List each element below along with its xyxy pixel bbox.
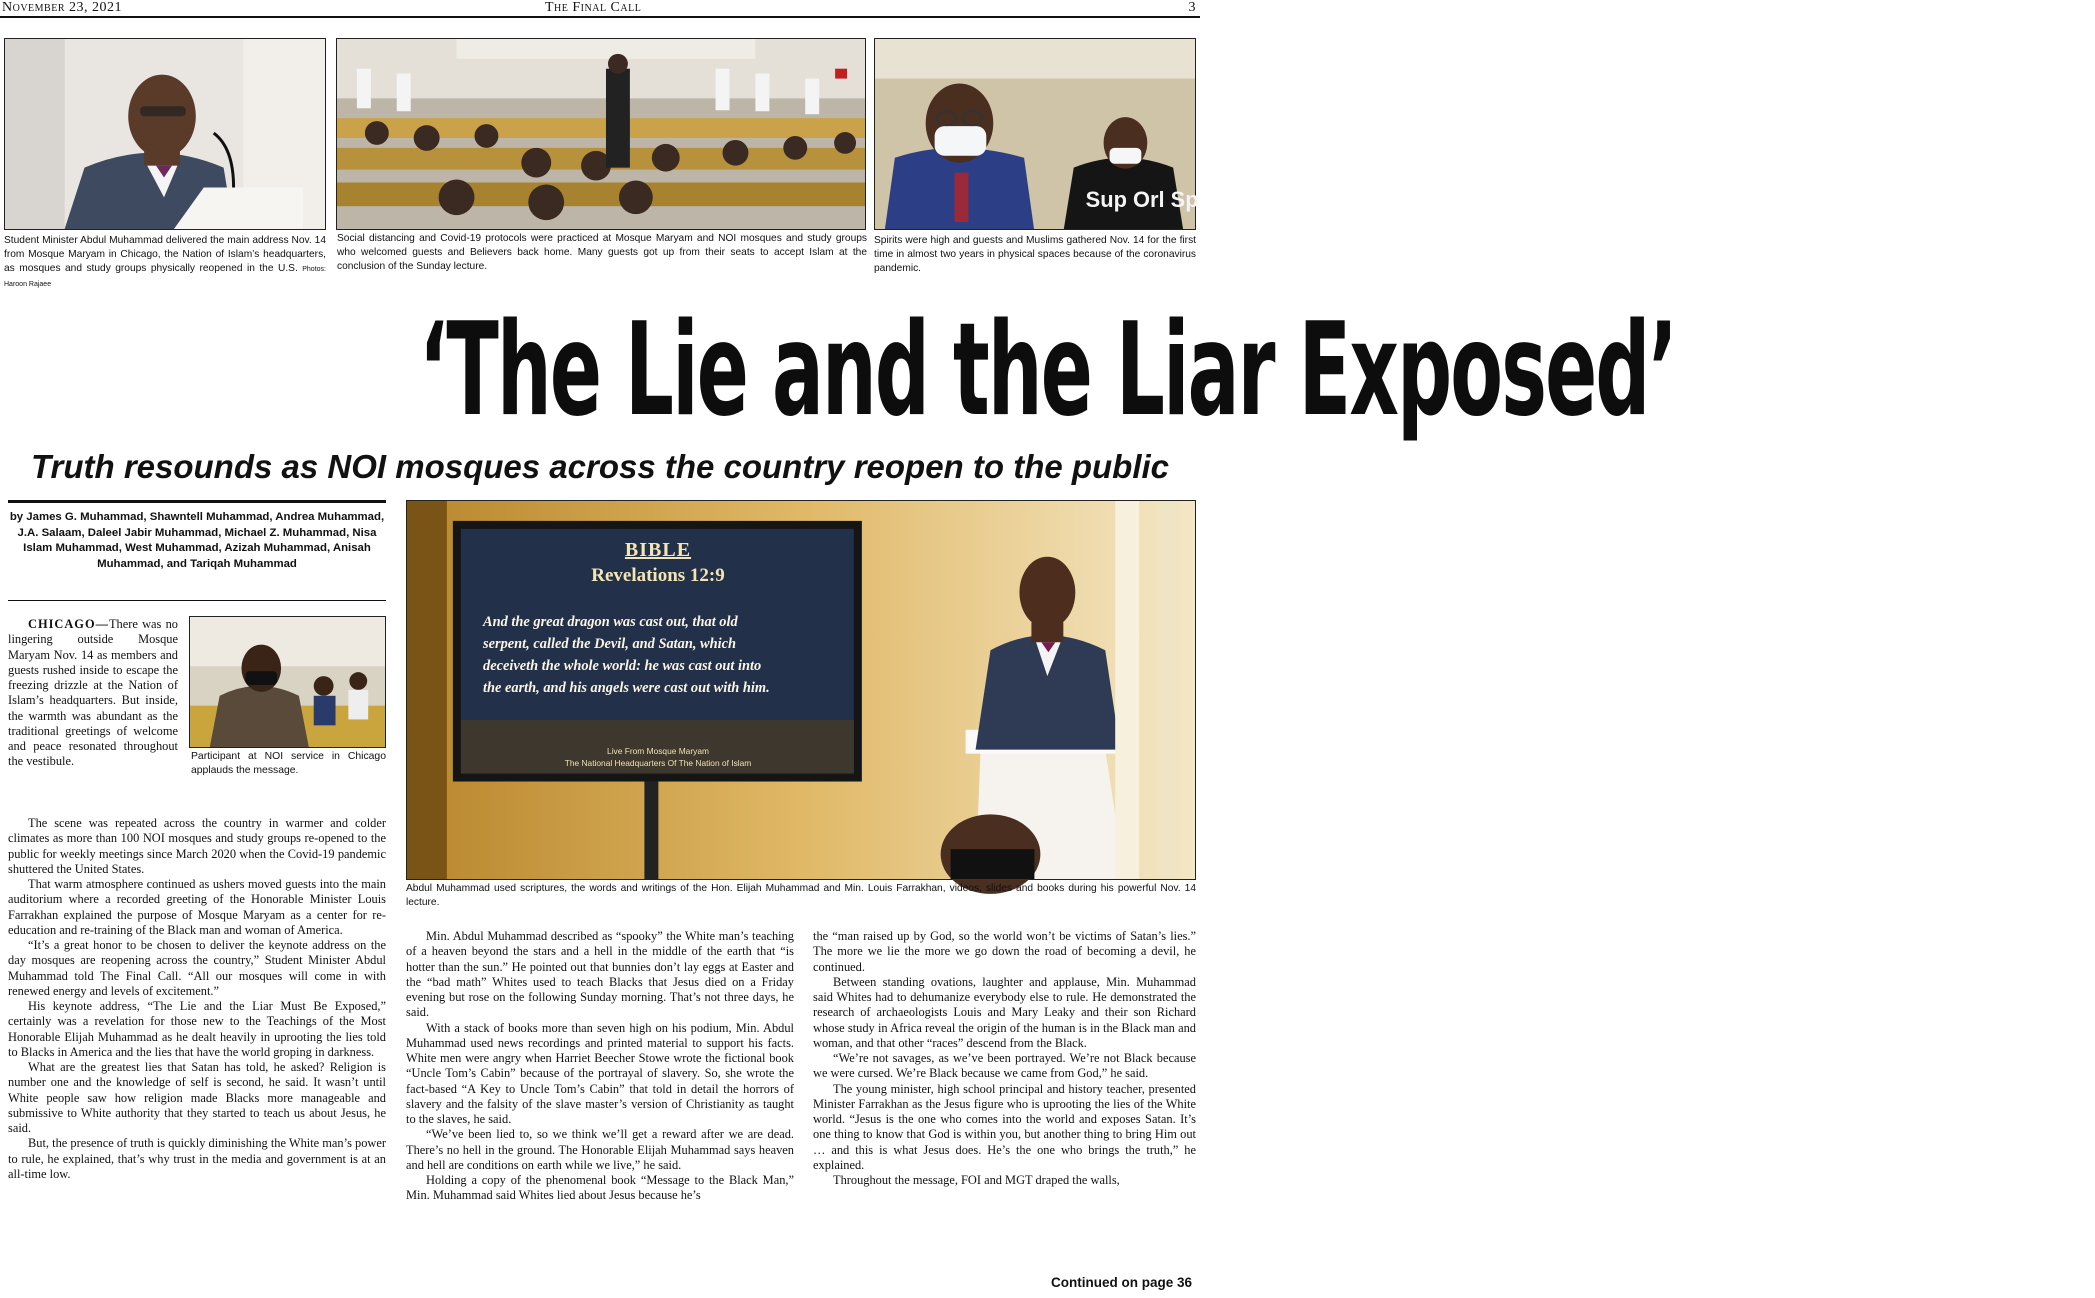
headline-text: ‘The Lie and the Liar Exposed’ [418,296,1676,445]
article-paragraph: Between standing ovations, laughter and applause, Min. Muhammad said Whites had to dehumanize everybody else to rule. He demonstrated the research of archaeologists Louis and Mary Leaky and their son Richard whose study in Africa reveal the origin of the human is in the Black man and woman, and that other “races” descend from the Black. [813,974,1196,1050]
article-paragraph: the “man raised up by God, so the world won’t be victims of Satan’s lies.” The more we lie the more we go down the road of becoming a devil, he continued. [813,929,1196,974]
article-paragraph: That warm atmosphere continued as ushers moved guests into the main auditorium where a recorded greeting of the Honorable Minister Louis Farrakhan explained the purpose of Mosque Maryam as a center for re-education and re-training of the Black man and woman of America. [8,877,386,937]
article-paragraph: Min. Abdul Muhammad described as “spooky” the White man’s teaching of a heaven beyond the stars and a hell in the middle of the earth that “is hotter than the sun.” He pointed out that bunnies don’t lay eggs at Easter and the “bad math” Whites used to teach Blacks that Jesus died on a Friday evening but rose on the following Sunday morning. That’s not three days, he said. [406,929,794,1020]
lecture-main-photo-caption: Abdul Muhammad used scriptures, the words and writings of the Hon. Elijah Muhammad and Min. Louis Farrakhan, videos, slides and books during his powerful Nov. 14 lecture. [406,883,1196,908]
article-paragraph: The scene was repeated across the country in warmer and colder climates as more than 100 NOI mosques and study groups re-opened to the public for weekly meetings since March 2020 when the Covid-19 pandemic shuttered the United States. [8,816,386,876]
article-paragraph: Holding a copy of the phenomenal book “Message to the Black Man,” Min. Muhammad said Whites lied about Jesus because he’s [406,1173,794,1203]
article-paragraph: “It’s a great honor to be chosen to deliver the keynote address on the day mosques are reopening across the country,” Student Minister Abdul Muhammad told The Final Call. “All our mosques will come in with renewed energy and levels of excitement.” [8,938,386,998]
verse-line: serpent, called the Devil, and Satan, which [483,636,737,652]
subheadline: Truth resounds as NOI mosques across the country reopen to the public [30,448,1170,485]
article-paragraph: What are the greatest lies that Satan has told, he asked? Religion is number one and the knowledge of self is second, he said. It wasn’t until White people saw how religion made Blacks more manageable and submissive to White authority that they started to teach us about Jesus, he said. [8,1060,386,1135]
article-paragraph: Throughout the message, FOI and MGT draped the walls, [833,1173,1120,1187]
dateline: CHICAGO— [28,617,109,631]
byline-bottom-rule [8,600,386,601]
article-paragraph: But, the presence of truth is quickly diminishing the White man’s power to rule, he explained, that’s why trust in the media and government is at an all-time low. [8,1136,386,1181]
article-column-1 [8,816,386,1182]
article-paragraph: “We’re not savages, as we’ve been portrayed. We’re not Black because we were cursed. We’re Black because we came from God,” he said. [813,1051,1196,1081]
speaker-photo [4,38,326,230]
byline-top-rule [8,500,386,503]
congregation-photo [336,38,866,230]
screen-verse [483,611,845,699]
lecture-main-photo [406,500,1196,880]
page-header [0,0,1200,18]
byline: by James G. Muhammad, Shawntell Muhammad, Andrea Muhammad, J.A. Salaam, Daleel Jabir Muhammad, Michael Z. Muhammad, Nisa Islam Muhammad, West Muhammad, Azizah Muhammad, Anisah Muhammad, and Tariqah Muhammad [9,511,385,570]
article-paragraph: The young minister, high school principal and history teacher, presented Minister Farrakhan as the Jesus figure who is uprooting the lies of the White world. “Jesus is the one who comes into the world and exposes Satan. It’s one thing to know that God is within you, but another thing to bring Him out … and this is what Jesus does. He’s the one who brings the truth,” he explained. [813,1081,1196,1172]
participant-photo [189,616,386,748]
verse-line: And the great dragon was cast out, that old [483,614,738,630]
article-paragraph: With a stack of books more than seven high on his podium, Min. Abdul Muhammad used news recordings and printed material to support his facts. White men were angry when Harriet Beecher Stowe wrote the fictional book “Uncle Tom’s Cabin” because of the portrayal of slavery. So, she wrote the fact-based “A Key to Uncle Tom’s Cabin” that told in detail the horrors of slavery and the falsity of the slave master’s version of Christianity as taught to the slaves, he said. [406,1020,794,1126]
screen-title: BIBLE [624,539,692,561]
article-paragraph: His keynote address, “The Lie and the Liar Must Be Exposed,” certainly was a revelation for those new to the Teachings of the Most Honorable Elijah Muhammad as he dealt heavily in uprooting the lies told to Blacks in America and the lies that have the world groping in darkness. [8,999,386,1059]
masked-guests-photo [874,38,1199,230]
continued-jump-link[interactable]: Continued on page 36 [1050,1275,1192,1290]
issue-date: November 23, 2021 [2,0,123,15]
headline [0,296,1676,446]
article-column-3 [813,929,1196,1188]
page-number: 3 [1188,0,1196,15]
screen-reference: Revelations 12:9 [591,565,725,586]
caption-text: Student Minister Abdul Muhammad delivered the main address Nov. 14 from Mosque Maryam in Chicago, the Nation of Islam’s headquarters, as mosques and study groups physically reopened in the U.S. [4,235,326,274]
verse-line: deceiveth the whole world: he was cast out into [483,658,762,674]
photo-credit: Photos: Haroon Rajaee [4,266,326,288]
article-paragraph: “We’ve been lied to, so we think we’ll get a reward after we are dead. There’s no hell in the ground. The Honorable Elijah Muhammad says heaven and hell are conditions on earth while we live,” he said. [406,1127,794,1172]
screen-footer-line: Live From Mosque Maryam [607,746,709,756]
congregation-photo-caption: Social distancing and Covid-19 protocols were practiced at Mosque Maryam and NOI mosques and study groups who welcomed guests and Believers back home. Many guests got up from their seats to accept Islam at the conclusion of the Sunday lecture. [337,233,867,272]
shirt-print: Sup Orl Sp [1085,187,1199,213]
masked-guests-photo-caption: Spirits were high and guests and Muslims gathered Nov. 14 for the first time in almost two years in physical spaces because of the coronavirus pandemic. [874,235,1196,274]
speaker-photo-caption [4,234,326,292]
screen-footer-line: The National Headquarters Of The Nation of Islam [564,758,752,768]
lead-paragraph: There was no lingering outside Mosque Maryam Nov. 14 as members and guests rushed inside to escape the freezing drizzle at the Nation of Islam’s headquarters. But inside, the warmth was abundant as the traditional greetings of welcome and peace resonated throughout the vestibule. [8,617,178,769]
article-column-2 [406,929,794,1204]
participant-photo-caption: Participant at NOI service in Chicago applauds the message. [191,751,386,776]
screen-footer [461,745,855,769]
verse-line: the earth, and his angels were cast out with him. [483,680,770,696]
article-column-1-lead [8,617,178,770]
publication-name: The Final Call [545,0,642,15]
